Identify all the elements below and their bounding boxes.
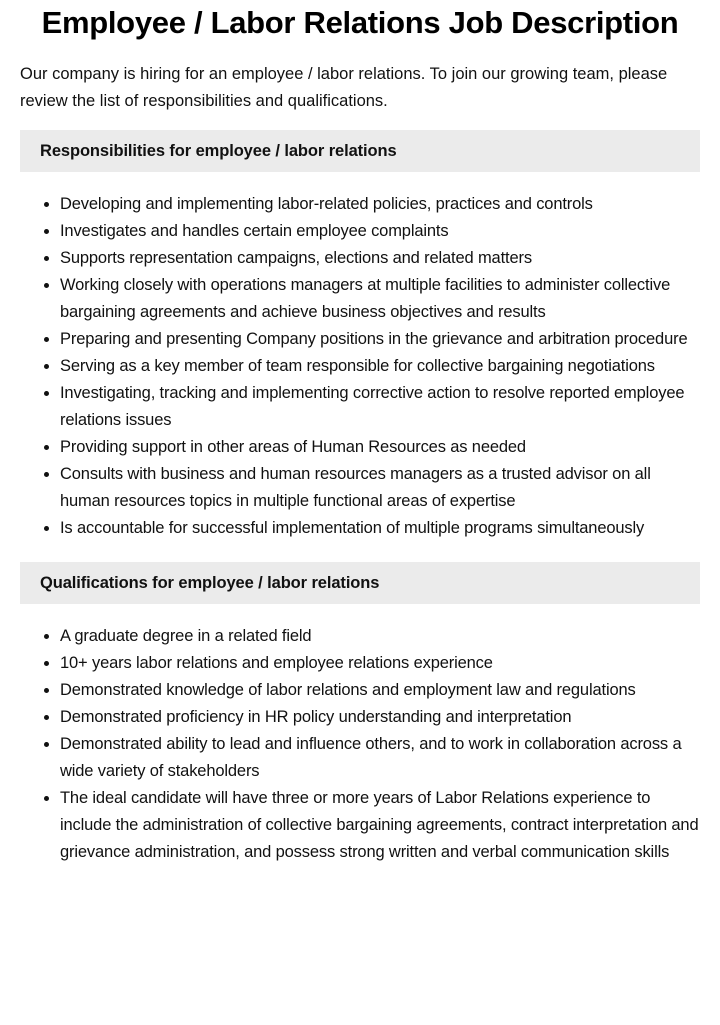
responsibilities-list [20, 191, 700, 542]
list-item: • Demonstrated knowledge of labor relations and employment law and regulations [60, 677, 700, 704]
list-item: • The ideal candidate will have three or more years of Labor Relations experience to include the administration of collective bargaining agreements, contract interpretation and grievance administration, and possess strong written and verbal communication skills [60, 785, 700, 866]
responsibilities-heading: Responsibilities for employee / labor relations [20, 130, 700, 172]
qualifications-heading: Qualifications for employee / labor relations [20, 562, 700, 604]
list-item: • Investigates and handles certain employee complaints [60, 218, 700, 245]
list-item: • A graduate degree in a related field [60, 623, 700, 650]
list-item: • Supports representation campaigns, elections and related matters [60, 245, 700, 272]
list-item: • Preparing and presenting Company positions in the grievance and arbitration procedure [60, 326, 700, 353]
list-item: • Consults with business and human resources managers as a trusted advisor on all human resources topics in multiple functional areas of expertise [60, 461, 700, 515]
list-item: • Demonstrated ability to lead and influence others, and to work in collaboration across a wide variety of stakeholders [60, 731, 700, 785]
list-item: • Developing and implementing labor-related policies, practices and controls [60, 191, 700, 218]
list-item: • Demonstrated proficiency in HR policy understanding and interpretation [60, 704, 700, 731]
list-item: • Serving as a key member of team responsible for collective bargaining negotiations [60, 353, 700, 380]
list-item: • Is accountable for successful implementation of multiple programs simultaneously [60, 515, 700, 542]
qualifications-list [20, 623, 700, 866]
intro-paragraph: Our company is hiring for an employee / labor relations. To join our growing team, please review the list of responsibilities and qualifications. [20, 65, 668, 110]
list-item: • 10+ years labor relations and employee relations experience [60, 650, 700, 677]
list-item: • Working closely with operations managers at multiple facilities to administer collective bargaining agreements and achieve business objectives and results [60, 272, 700, 326]
list-item: • Providing support in other areas of Human Resources as needed [60, 434, 700, 461]
page-title: Employee / Labor Relations Job Description [41, 5, 679, 40]
list-item: • Investigating, tracking and implementing corrective action to resolve reported employee relations issues [60, 380, 700, 434]
